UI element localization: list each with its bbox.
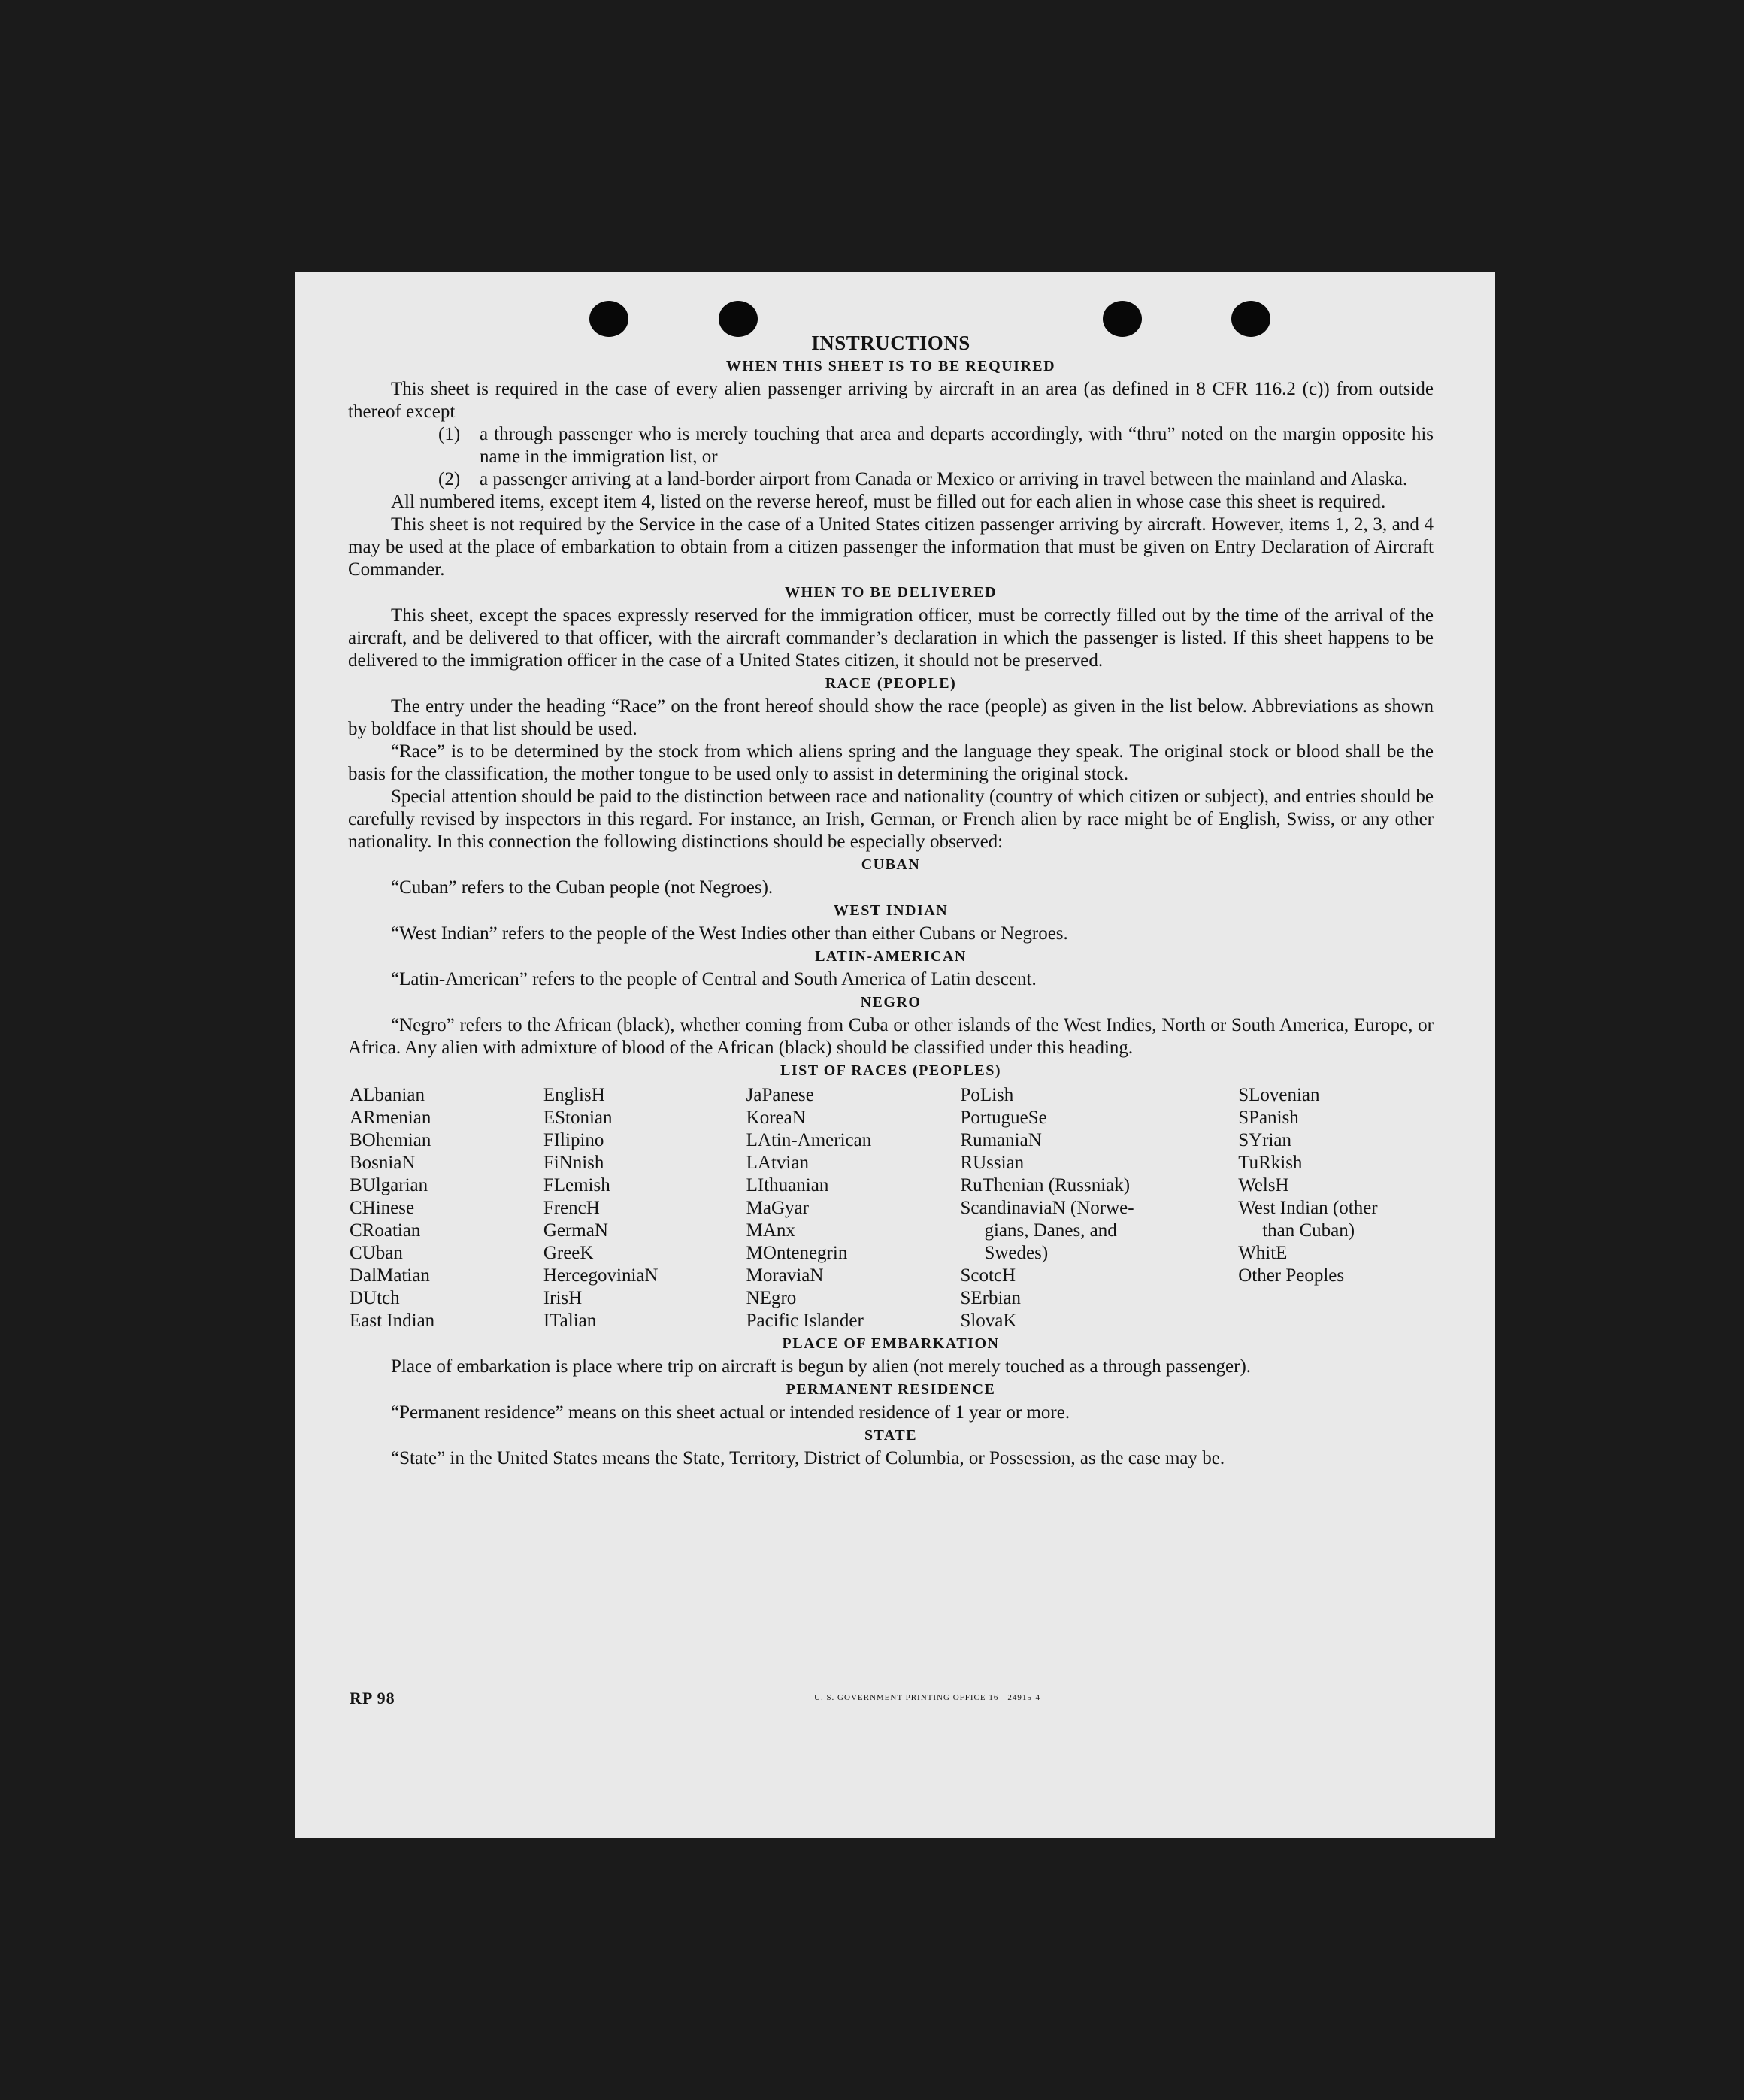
race-entry: Swedes) bbox=[984, 1243, 1049, 1263]
paragraph: Place of embarkation is place where trip on aircraft is begun by alien (not merely touched as a through passenger). bbox=[391, 1356, 1252, 1377]
item-number: (1) bbox=[438, 424, 461, 444]
race-entry: BUlgarian bbox=[350, 1175, 428, 1195]
race-entry: KoreaN bbox=[746, 1108, 806, 1128]
race-entry: LAtvian bbox=[746, 1153, 809, 1173]
race-entry: NEgro bbox=[746, 1288, 797, 1308]
race-entry: West Indian (other bbox=[1238, 1198, 1378, 1218]
race-entry: WelsH bbox=[1238, 1175, 1289, 1195]
paragraph: “State” in the United States means the State, Territory, District of Columbia, or Possession, as the case may be. bbox=[391, 1448, 1225, 1468]
document-page bbox=[295, 272, 1495, 1838]
race-entry: SLovenian bbox=[1238, 1085, 1320, 1105]
race-entry: ALbanian bbox=[350, 1085, 425, 1105]
race-entry: SErbian bbox=[960, 1288, 1021, 1308]
race-entry: East Indian bbox=[350, 1311, 435, 1331]
race-entry: RumaniaN bbox=[960, 1130, 1042, 1150]
paragraph: The entry under the heading “Race” on the front hereof should show the race (people) as given in the list below. Abbreviations as shown by boldface in that list should be used. bbox=[348, 696, 1434, 739]
punch-hole bbox=[1103, 301, 1142, 337]
item-text: a through passenger who is merely touching that area and departs accordingly, with “thru” noted on the margin opposite his name in the immigration list, or bbox=[480, 424, 1434, 467]
section-heading: PERMANENT RESIDENCE bbox=[786, 1381, 996, 1398]
race-entry: EnglisH bbox=[543, 1085, 605, 1105]
section-heading: PLACE OF EMBARKATION bbox=[782, 1335, 1000, 1352]
race-entry: MAnx bbox=[746, 1220, 795, 1241]
race-entry: GermaN bbox=[543, 1220, 608, 1241]
race-entry: SYrian bbox=[1238, 1130, 1292, 1150]
race-column bbox=[543, 1084, 746, 1332]
race-entry: ScandinaviaN (Norwe- bbox=[960, 1198, 1134, 1218]
race-column bbox=[746, 1084, 961, 1332]
paragraph: Special attention should be paid to the distinction between race and nationality (country of which citizen or subject), and entries should be carefully revised by inspectors in this regard. For instance, an Irish, German, or French alien by race might be of English, Swiss, or any other nationality. In this connection the following distinctions should be especially observed: bbox=[348, 786, 1434, 852]
race-entry: Pacific Islander bbox=[746, 1311, 864, 1331]
race-entry: WhitE bbox=[1238, 1243, 1288, 1263]
section-heading: WHEN THIS SHEET IS TO BE REQUIRED bbox=[725, 358, 1056, 374]
form-number: RP 98 bbox=[350, 1689, 395, 1708]
paragraph: All numbered items, except item 4, listed on the reverse hereof, must be filled out for each alien in whose case this sheet is required. bbox=[391, 492, 1386, 512]
race-entry: PortugueSe bbox=[960, 1108, 1047, 1128]
race-entry: RUssian bbox=[960, 1153, 1025, 1173]
paragraph: This sheet, except the spaces expressly reserved for the immigration officer, must be correctly filled out by the time of the arrival of the aircraft, and be delivered to that officer, with the aircraft commander’s declaration in which the passenger is listed. If this sheet happens to be delivered to the immigration officer in the case of a United States citizen, it should not be preserved. bbox=[348, 605, 1434, 671]
race-list bbox=[348, 1084, 1434, 1332]
race-entry: ScotcH bbox=[960, 1265, 1016, 1286]
paragraph: “Permanent residence” means on this sheet actual or intended residence of 1 year or more. bbox=[391, 1402, 1070, 1423]
paragraph: “Cuban” refers to the Cuban people (not Negroes). bbox=[391, 877, 774, 898]
race-entry: RuThenian (Russniak) bbox=[960, 1175, 1131, 1195]
section-heading: LATIN-AMERICAN bbox=[815, 948, 967, 965]
race-entry: MaGyar bbox=[746, 1198, 809, 1218]
race-column bbox=[350, 1084, 543, 1332]
race-entry: LAtin-American bbox=[746, 1130, 872, 1150]
section-heading: RACE (PEOPLE) bbox=[825, 675, 957, 692]
page-title: INSTRUCTIONS bbox=[811, 332, 970, 354]
race-entry: CUban bbox=[350, 1243, 403, 1263]
race-entry: BOhemian bbox=[350, 1130, 431, 1150]
race-column bbox=[960, 1084, 1238, 1332]
race-entry: BosniaN bbox=[350, 1153, 416, 1173]
paragraph: This sheet is required in the case of every alien passenger arriving by aircraft in an area (as defined in 8 CFR 116.2 (c)) from outside thereof except bbox=[348, 379, 1434, 422]
race-entry: FLemish bbox=[543, 1175, 610, 1195]
page-footer bbox=[350, 1689, 1432, 1719]
race-entry: gians, Danes, and bbox=[984, 1220, 1117, 1241]
race-entry: TuRkish bbox=[1238, 1153, 1303, 1173]
paragraph: “West Indian” refers to the people of the West Indies other than either Cubans or Negroes. bbox=[391, 923, 1068, 944]
race-entry: LIthuanian bbox=[746, 1175, 829, 1195]
section-heading: NEGRO bbox=[860, 994, 922, 1011]
race-entry: FrencH bbox=[543, 1198, 600, 1218]
punch-hole bbox=[589, 301, 628, 337]
race-entry: ARmenian bbox=[350, 1108, 431, 1128]
race-entry: IrisH bbox=[543, 1288, 583, 1308]
section-heading: CUBAN bbox=[861, 856, 921, 873]
section-heading: LIST OF RACES (PEOPLES) bbox=[780, 1062, 1001, 1079]
race-entry: DalMatian bbox=[350, 1265, 430, 1286]
section-heading: STATE bbox=[864, 1427, 918, 1444]
section-heading: WEST INDIAN bbox=[833, 902, 949, 919]
race-entry: JaPanese bbox=[746, 1085, 814, 1105]
paragraph: This sheet is not required by the Service in the case of a United States citizen passenger arriving by aircraft. However, items 1, 2, 3, and 4 may be used at the place of embarkation to obtain from a citizen passenger the information that must be given on Entry Declaration of Aircraft Commander. bbox=[348, 514, 1434, 580]
race-entry: SlovaK bbox=[960, 1311, 1017, 1331]
race-entry: than Cuban) bbox=[1262, 1220, 1355, 1241]
paragraph: “Race” is to be determined by the stock from which aliens spring and the language they speak. The original stock or blood shall be the basis for the classification, the mother tongue to be used only to assist in determining the original stock. bbox=[348, 741, 1434, 784]
race-entry: FIlipino bbox=[543, 1130, 604, 1150]
race-entry: PoLish bbox=[960, 1085, 1014, 1105]
paragraph: “Negro” refers to the African (black), whether coming from Cuba or other islands of the West Indies, North or South America, Europe, or Africa. Any alien with admixture of blood of the African (black) should be classified under this heading. bbox=[348, 1015, 1434, 1058]
race-entry: Other Peoples bbox=[1238, 1265, 1345, 1286]
race-entry: CHinese bbox=[350, 1198, 415, 1218]
race-entry: MOntenegrin bbox=[746, 1243, 848, 1263]
race-entry: GreeK bbox=[543, 1243, 594, 1263]
race-entry: HercegoviniaN bbox=[543, 1265, 659, 1286]
printer-imprint: U. S. GOVERNMENT PRINTING OFFICE 16—24915-4 bbox=[814, 1693, 1041, 1702]
list-item bbox=[438, 468, 1434, 491]
punch-hole bbox=[1231, 301, 1270, 337]
paragraph: “Latin-American” refers to the people of Central and South America of Latin descent. bbox=[391, 969, 1037, 989]
race-entry: ITalian bbox=[543, 1311, 597, 1331]
list-item bbox=[438, 423, 1434, 468]
race-entry: SPanish bbox=[1238, 1108, 1299, 1128]
race-entry: FiNnish bbox=[543, 1153, 604, 1173]
race-entry: CRoatian bbox=[350, 1220, 421, 1241]
section-heading: WHEN TO BE DELIVERED bbox=[784, 584, 998, 601]
race-entry: EStonian bbox=[543, 1108, 613, 1128]
item-text: a passenger arriving at a land-border airport from Canada or Mexico or arriving in travel between the mainland and Alaska. bbox=[480, 469, 1408, 489]
race-entry: DUtch bbox=[350, 1288, 400, 1308]
race-entry: MoraviaN bbox=[746, 1265, 824, 1286]
punch-hole bbox=[719, 301, 758, 337]
item-number: (2) bbox=[438, 469, 461, 489]
race-column bbox=[1238, 1084, 1434, 1332]
